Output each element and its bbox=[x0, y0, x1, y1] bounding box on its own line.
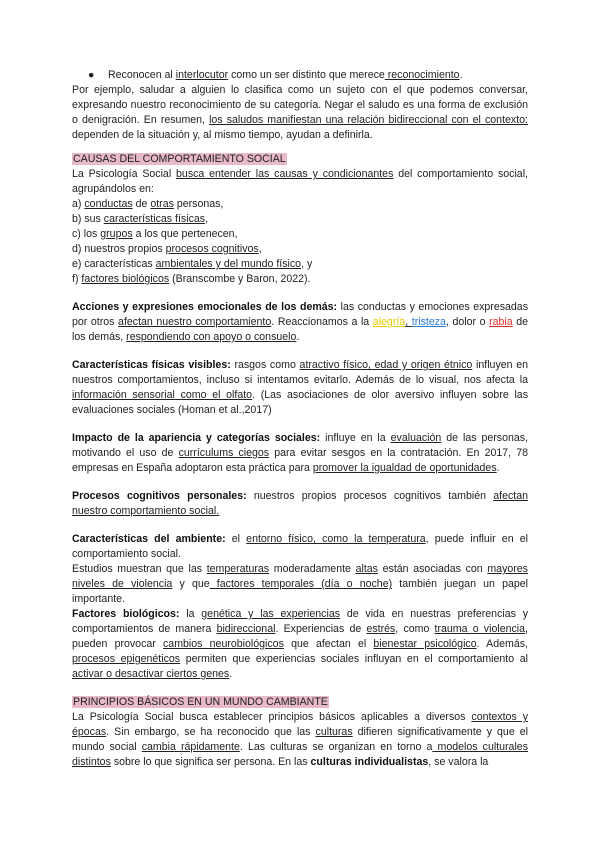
bold-lead: Procesos cognitivos personales: bbox=[72, 490, 247, 502]
underlined-text: afectan nuestro comportamiento bbox=[118, 316, 272, 328]
underlined-text: factores temporales (día o noche) bbox=[209, 578, 393, 590]
text: f) bbox=[72, 273, 82, 285]
bold-lead: Factores biológicos: bbox=[72, 608, 180, 620]
text: que afectan el bbox=[283, 638, 374, 650]
text: . Reaccionamos a la bbox=[271, 316, 373, 328]
underlined-text: información sensorial como el olfato bbox=[72, 389, 253, 401]
text: . bbox=[459, 69, 463, 81]
bold-lead: Impacto de la apariencia y categorías sociales: bbox=[72, 432, 321, 444]
text: . bbox=[296, 331, 300, 343]
underlined-text: factores biológicos bbox=[81, 273, 170, 285]
underlined-text: evaluación bbox=[390, 432, 442, 444]
text: Por ejemplo, saludar a alguien lo clasifica como un sujeto con el que podemos conversar, expresando nuestro reconocimiento de su categoría. Negar el saludo es una forma de exclusión o denigración. En resumen, bbox=[72, 84, 528, 126]
text: a los que pertenecen, bbox=[132, 228, 238, 240]
underlined-text: ambientales y del mundo físico bbox=[155, 258, 302, 270]
text: moderadamente bbox=[269, 563, 356, 575]
underlined-text: bienestar psicológico bbox=[373, 638, 477, 650]
text: . bbox=[496, 462, 500, 474]
text: . bbox=[216, 505, 220, 517]
text: de las personas, motivando el uso de bbox=[72, 432, 528, 459]
text: . Sin embargo, se ha reconocido que las bbox=[106, 726, 316, 738]
paragraph-biologicos bbox=[72, 607, 528, 682]
heading-highlight: CAUSAS DEL COMPORTAMIENTO SOCIAL bbox=[73, 153, 286, 165]
text: influyen en nuestros comportamientos, incluso si intentamos evitarlo. Además de lo visual, nos afecta la bbox=[72, 359, 528, 386]
text: . Las culturas se organizan en torno a bbox=[239, 741, 433, 753]
underlined-text: cambia rápidamente bbox=[141, 741, 240, 753]
text: e) características bbox=[72, 258, 156, 270]
underlined-text: currículums ciegos bbox=[178, 447, 270, 459]
list-item-e bbox=[72, 257, 528, 272]
underlined-text: entorno físico, como la temperatura bbox=[246, 533, 426, 545]
underlined-text: contextos y épocas bbox=[72, 711, 528, 738]
text: del comportamiento social, agrupándolos en: bbox=[72, 168, 528, 195]
text: de los demás, bbox=[72, 316, 529, 343]
underlined-text: procesos cognitivos bbox=[165, 243, 259, 255]
text: , puede influir en el comportamiento social. bbox=[72, 533, 528, 560]
list-item-c bbox=[72, 227, 528, 242]
text: a) bbox=[72, 198, 85, 210]
text: . Experiencias de bbox=[275, 623, 367, 635]
paragraph-procesos bbox=[72, 489, 528, 519]
paragraph-fisicas bbox=[72, 358, 528, 418]
section-heading-principios bbox=[72, 695, 528, 710]
emotion-rabia: rabia bbox=[489, 316, 513, 328]
paragraph-acciones bbox=[72, 300, 528, 345]
text: (Branscombe y Baron, 2022). bbox=[169, 273, 311, 285]
underlined-text: características físicas bbox=[103, 213, 206, 225]
bold-term: culturas individualistas bbox=[310, 756, 429, 768]
text: . Además, bbox=[476, 638, 528, 650]
paragraph-causas bbox=[72, 167, 528, 197]
underlined-text: promover la igualdad de oportunidades bbox=[312, 462, 497, 474]
underlined-text: altas bbox=[355, 563, 378, 575]
text: , bbox=[205, 213, 209, 225]
text: las conductas y emociones expresadas por otros bbox=[72, 301, 528, 328]
paragraph-principios bbox=[72, 710, 528, 770]
text: permiten que experiencias sociales influyan en el comportamiento al bbox=[180, 653, 529, 665]
text: rasgos como bbox=[230, 359, 300, 371]
text: b) sus bbox=[72, 213, 104, 225]
text: , bbox=[445, 316, 449, 328]
text: La Psicología Social busca establecer principios básicos aplicables a diversos bbox=[72, 711, 472, 723]
underlined-text: afectan nuestro comportamiento social bbox=[72, 490, 528, 517]
paragraph-estudios bbox=[72, 562, 528, 607]
text: están asociadas con bbox=[377, 563, 488, 575]
text: para evitar sesgos en la contratación. En 2017, 78 empresas en España adoptaron esta práctica para bbox=[72, 447, 529, 474]
list-item-f bbox=[72, 272, 528, 287]
underlined-text: interlocutor bbox=[175, 69, 229, 81]
underlined-text: trauma o violencia bbox=[434, 623, 526, 635]
text: el bbox=[225, 533, 247, 545]
text: d) nuestros propios bbox=[72, 243, 166, 255]
underlined-text: busca entender las causas y condicionantes bbox=[176, 168, 394, 180]
text: , y bbox=[301, 258, 313, 270]
underlined-text: activar o desactivar ciertos genes bbox=[72, 668, 230, 680]
text: influye en la bbox=[320, 432, 391, 444]
underlined-text: modelos culturales distintos bbox=[72, 741, 528, 768]
text: . (Las asociaciones de olor aversivo influyen sobre las evaluaciones sociales (Homan et al.,2017) bbox=[72, 389, 528, 416]
text: dependen de la situación y, al mismo tiempo, ayudan a definirla. bbox=[72, 129, 373, 141]
underlined-text: atractivo físico, edad y origen étnico bbox=[299, 359, 473, 371]
list-item-d bbox=[72, 242, 528, 257]
paragraph-impacto bbox=[72, 431, 528, 476]
text: , pueden provocar bbox=[72, 623, 528, 650]
underlined-text: respondiendo con apoyo o consuelo bbox=[126, 331, 297, 343]
text: nuestros propios procesos cognitivos también bbox=[246, 490, 494, 502]
text: de vida en nuestras preferencias y comportamientos de manera bbox=[72, 608, 528, 635]
underlined-text: genética y las experiencias bbox=[201, 608, 341, 620]
underlined-text: bidireccional bbox=[216, 623, 276, 635]
list-item-b bbox=[72, 212, 528, 227]
paragraph-ambiente bbox=[72, 532, 528, 562]
underlined-text: mayores niveles de violencia bbox=[72, 563, 528, 590]
bold-lead: Características del ambiente: bbox=[72, 533, 226, 545]
underlined-text: grupos bbox=[100, 228, 133, 240]
text: también juegan un papel importante. bbox=[72, 578, 529, 605]
text: y que bbox=[172, 578, 210, 590]
underlined-text: los saludos manifiestan una relación bidireccional con el contexto: bbox=[209, 114, 528, 126]
text: , se valora la bbox=[428, 756, 489, 768]
text: La Psicología Social bbox=[72, 168, 177, 180]
text: Reconocen al bbox=[108, 69, 176, 81]
text: , bbox=[258, 243, 262, 255]
paragraph-saludos bbox=[72, 83, 528, 143]
heading-highlight: PRINCIPIOS BÁSICOS EN UN MUNDO CAMBIANTE bbox=[73, 696, 328, 708]
document-page bbox=[72, 68, 528, 770]
text: la bbox=[179, 608, 202, 620]
underlined-text: estrés bbox=[366, 623, 396, 635]
text: sobre lo que significa ser persona. En las bbox=[110, 756, 311, 768]
text: difieren significativamente y que el mundo social bbox=[72, 726, 528, 753]
underlined-text: temperaturas bbox=[206, 563, 270, 575]
underlined-text: cambios neurobiológicos bbox=[163, 638, 284, 650]
bold-lead: Acciones y expresiones emocionales de los demás: bbox=[72, 301, 338, 313]
underlined-text: reconocimiento bbox=[384, 69, 460, 81]
text: , bbox=[405, 316, 412, 328]
bold-lead: Características físicas visibles: bbox=[72, 359, 231, 371]
underlined-text: culturas bbox=[315, 726, 353, 738]
bullet-dot-icon: ● bbox=[88, 69, 95, 81]
text: dolor o bbox=[448, 316, 490, 328]
text: . bbox=[229, 668, 233, 680]
text: , como bbox=[395, 623, 435, 635]
underlined-text: procesos epigenéticos bbox=[72, 653, 181, 665]
section-heading-causas bbox=[72, 152, 528, 167]
text: Estudios muestran que las bbox=[72, 563, 207, 575]
list-item-a bbox=[72, 197, 528, 212]
text: personas, bbox=[173, 198, 224, 210]
text: c) los bbox=[72, 228, 101, 240]
underlined-text: conductas bbox=[84, 198, 133, 210]
emotion-tristeza: tristeza bbox=[411, 316, 446, 328]
emotion-alegria: alegría bbox=[372, 316, 406, 328]
bullet-item bbox=[72, 68, 528, 83]
text: como un ser distinto que merece bbox=[228, 69, 385, 81]
underlined-text: otras bbox=[150, 198, 174, 210]
text: de bbox=[132, 198, 151, 210]
